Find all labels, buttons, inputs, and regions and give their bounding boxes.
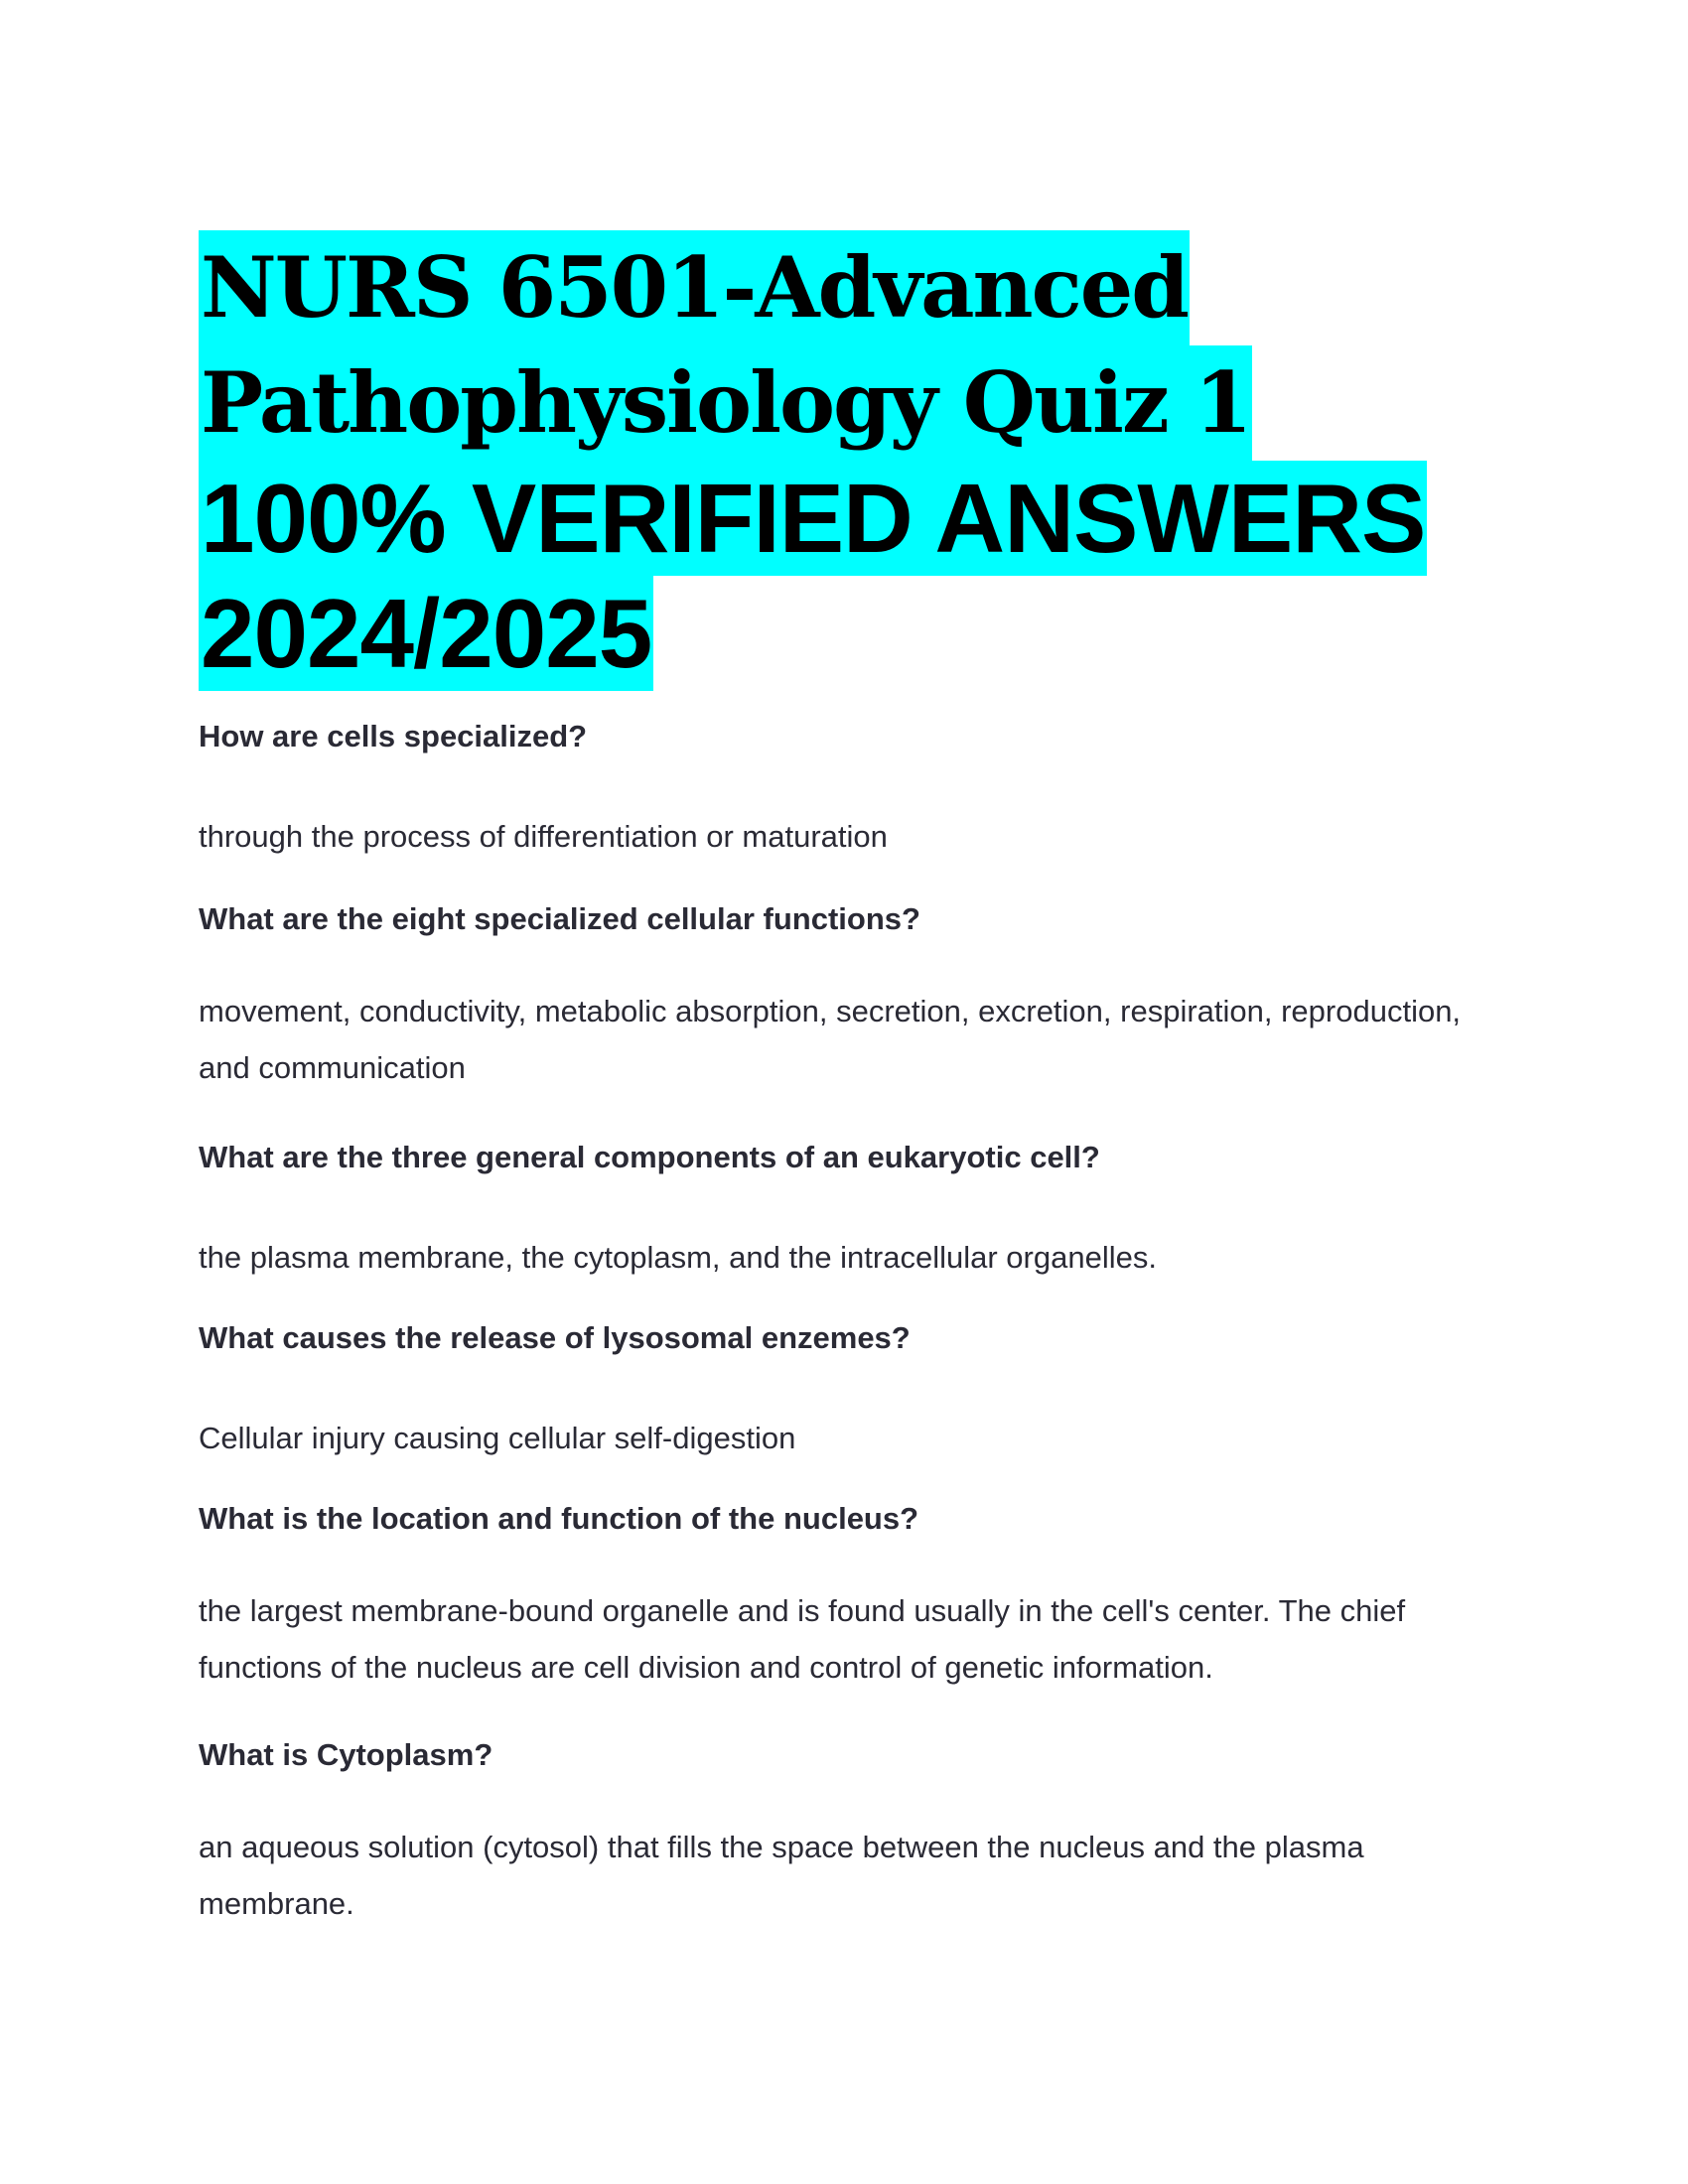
question: What is Cytoplasm? [199,1737,493,1772]
qa-item-4 [199,1318,1489,1466]
answer: through the process of differentiation or maturation [199,819,888,854]
qa-item-1 [199,717,1489,865]
answer: the largest membrane-bound organelle and is found usually in the cell's center. The chief functions of the nucleus are cell division and control of genetic information. [199,1593,1406,1685]
qa-item-3 [199,1138,1489,1286]
answer: the plasma membrane, the cytoplasm, and the intracellular organelles. [199,1240,1157,1275]
title-highlight-1: NURS 6501-Advanced [199,230,1190,345]
question: How are cells specialized? [199,719,588,753]
question: What is the location and function of the nucleus? [199,1501,919,1536]
qa-item-2 [199,899,1489,1096]
answer: movement, conductivity, metabolic absorption, secretion, excretion, respiration, reproduction, and communication [199,994,1462,1085]
question: What causes the release of lysosomal enzemes? [199,1320,911,1355]
qa-item-5 [199,1499,1489,1696]
document-title [199,230,1489,691]
answer: Cellular injury causing cellular self-digestion [199,1421,796,1455]
title-line-3 [199,461,1489,576]
answer: an aqueous solution (cytosol) that fills the space between the nucleus and the plasma membrane. [199,1830,1364,1921]
title-line-1 [199,230,1489,345]
title-highlight-2: Pathophysiology Quiz 1 [199,345,1252,461]
title-line-2 [199,345,1489,461]
title-highlight-4: 2024/2025 [199,576,653,691]
title-line-4 [199,576,1489,691]
question: What are the three general components of an eukaryotic cell? [199,1140,1100,1174]
qa-item-6 [199,1735,1489,1932]
question: What are the eight specialized cellular functions? [199,901,920,936]
title-highlight-3: 100% VERIFIED ANSWERS [199,461,1427,576]
